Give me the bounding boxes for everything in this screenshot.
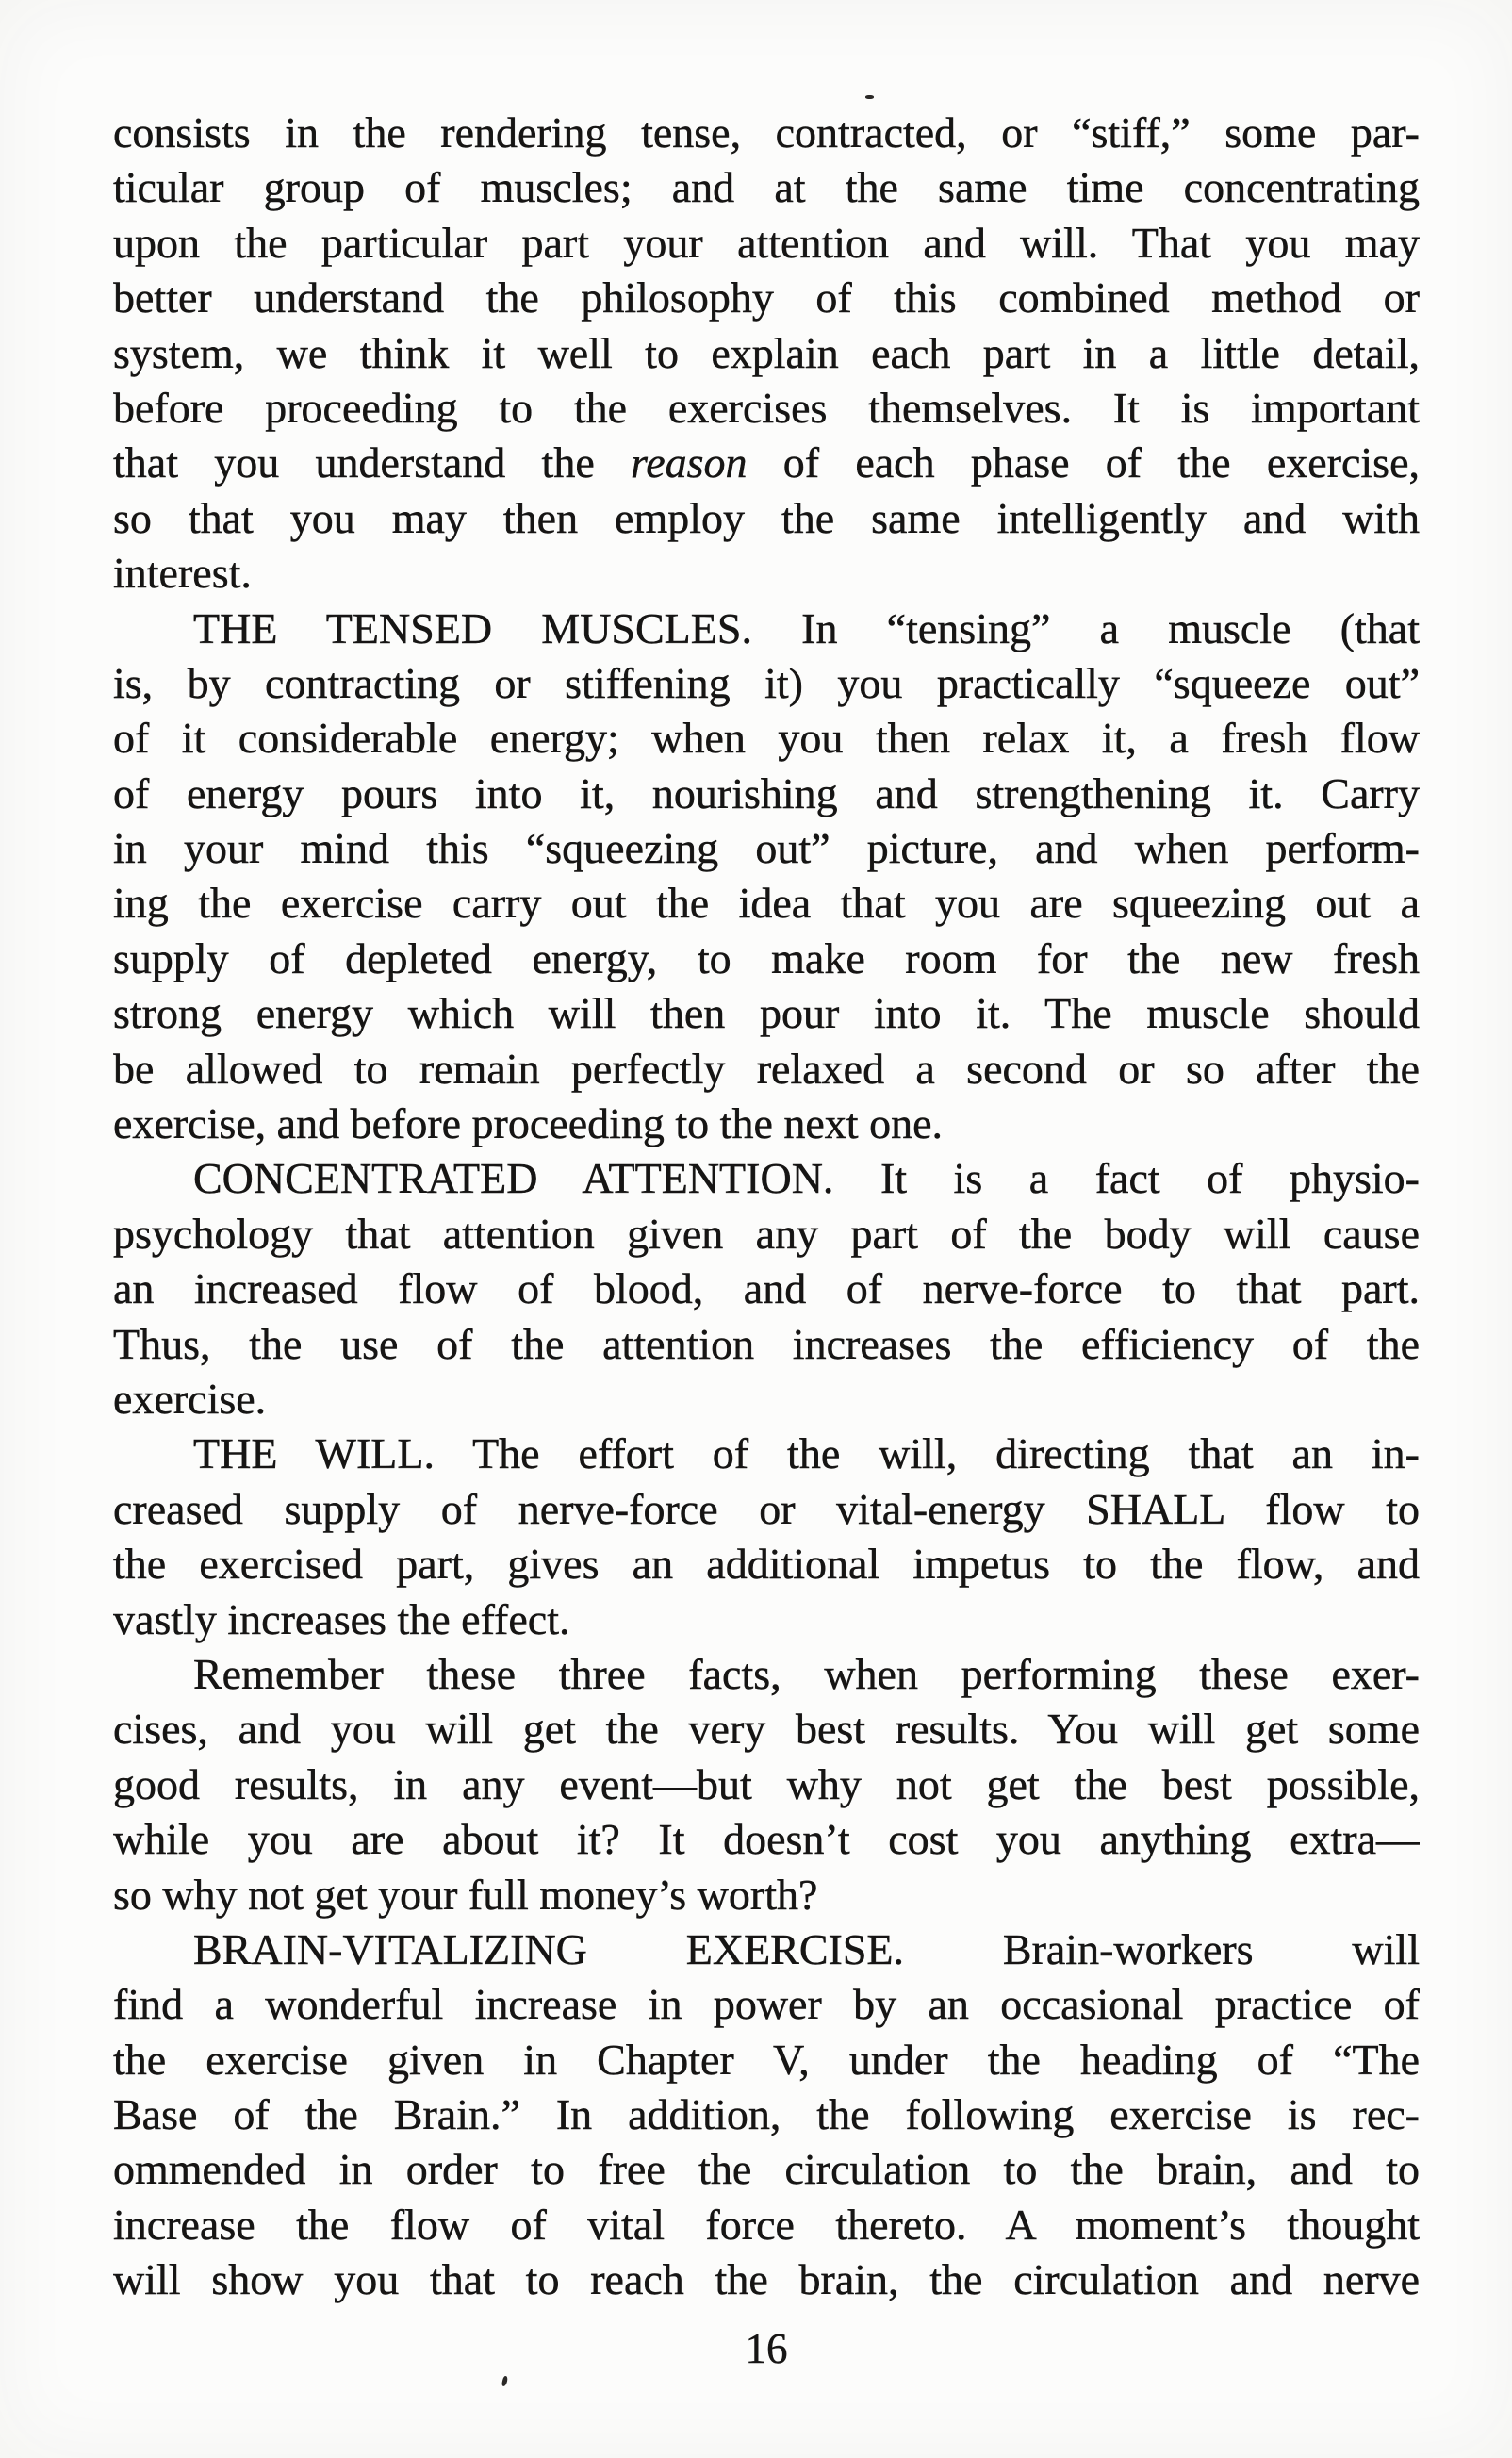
page-number: 16	[745, 2325, 788, 2372]
text-segment: strong energy which will then pour into it. The muscle should	[113, 989, 1420, 1038]
text-line	[113, 1207, 1420, 1262]
text-line	[113, 1812, 1420, 1867]
text-segment: the exercise given in Chapter V, under the heading of “The	[113, 2035, 1420, 2084]
text-segment: so why not get your full money’s worth?	[113, 1870, 818, 1919]
text-line	[113, 2252, 1420, 2307]
text-line	[113, 2087, 1420, 2142]
text-line	[113, 436, 1420, 490]
text-segment: of energy pours into it, nourishing and strengthening it. Carry	[113, 768, 1420, 817]
text-line	[113, 2198, 1420, 2252]
text-segment: the exercised part, gives an additional impetus to the flow, and	[113, 1540, 1420, 1589]
text-line	[113, 2142, 1420, 2197]
text-line	[113, 656, 1420, 711]
text-line	[113, 602, 1420, 656]
text-line	[113, 1647, 1420, 1702]
text-line	[113, 711, 1420, 766]
text-line	[113, 1372, 1420, 1427]
text-line	[113, 160, 1420, 215]
text-line	[113, 1317, 1420, 1372]
text-segment: of it considerable energy; when you then relax it, a fresh flow	[113, 714, 1420, 763]
text-segment: be allowed to remain perfectly relaxed a second or so after the	[113, 1044, 1420, 1093]
text-segment: better understand the philosophy of this combined method or	[113, 273, 1420, 322]
scan-artifact	[501, 2376, 508, 2387]
text-line	[113, 821, 1420, 876]
text-line	[113, 1868, 1420, 1922]
text-segment: an increased flow of blood, and of nerve-force to that part.	[113, 1264, 1420, 1313]
text-segment: of each phase of the exercise,	[747, 438, 1420, 487]
text-line	[113, 491, 1420, 546]
text-line	[113, 1151, 1420, 1206]
paragraph	[113, 602, 1420, 1152]
text-line	[113, 1482, 1420, 1537]
text-segment: CONCENTRATED ATTENTION. It is a fact of physio-	[193, 1154, 1420, 1203]
text-segment: THE WILL. The effort of the will, directing that an in-	[193, 1429, 1420, 1478]
text-line	[113, 546, 1420, 601]
text-line	[113, 2033, 1420, 2087]
text-segment: upon the particular part your attention and will. That you may	[113, 218, 1420, 267]
text-line	[113, 1042, 1420, 1097]
paragraph	[113, 1647, 1420, 1922]
text-line	[113, 106, 1420, 160]
scan-artifact	[865, 95, 874, 99]
text-segment: supply of depleted energy, to make room for the new fresh	[113, 933, 1420, 982]
text-line	[113, 1097, 1420, 1151]
text-segment: increase the flow of vital force thereto. A moment’s thought	[113, 2200, 1420, 2249]
text-segment: ommended in order to free the circulation to the brain, and to	[113, 2145, 1420, 2194]
text-line	[113, 1427, 1420, 1481]
text-line	[113, 1592, 1420, 1647]
text-segment: cises, and you will get the very best results. You will get some	[113, 1705, 1420, 1754]
text-line	[113, 381, 1420, 436]
text-segment: psychology that attention given any part of the body will cause	[113, 1209, 1420, 1258]
text-segment: good results, in any event—but why not get the best possible,	[113, 1759, 1420, 1808]
text-block	[113, 106, 1420, 2308]
text-segment: interest.	[113, 549, 252, 598]
text-line	[113, 986, 1420, 1041]
text-segment: find a wonderful increase in power by an occasional practice of	[113, 1980, 1420, 2029]
text-segment: before proceeding to the exercises themselves. It is important	[113, 383, 1420, 432]
italic-text: reason	[631, 438, 748, 487]
text-segment: ticular group of muscles; and at the same time concentrating	[113, 163, 1420, 212]
text-segment: system, we think it well to explain each part in a little detail,	[113, 328, 1420, 377]
text-line	[113, 1702, 1420, 1757]
paragraph	[113, 1151, 1420, 1427]
text-segment: is, by contracting or stiffening it) you practically “squeeze out”	[113, 658, 1420, 707]
text-line	[113, 216, 1420, 271]
text-segment: will show you that to reach the brain, the circulation and nerve	[113, 2255, 1420, 2304]
paragraph	[113, 1427, 1420, 1647]
text-segment: creased supply of nerve-force or vital-energy SHALL flow to	[113, 1484, 1420, 1533]
text-line	[113, 326, 1420, 381]
text-segment: consists in the rendering tense, contracted, or “stiff,” some par-	[113, 108, 1420, 157]
text-segment: BRAIN-VITALIZING EXERCISE. Brain-workers will	[193, 1924, 1420, 1973]
paragraph	[113, 106, 1420, 602]
text-line	[113, 767, 1420, 821]
text-segment: that you understand the	[113, 438, 631, 487]
text-segment: Base of the Brain.” In addition, the following exercise is rec-	[113, 2090, 1420, 2139]
text-line	[113, 932, 1420, 986]
text-segment: Remember these three facts, when performing these exer-	[193, 1649, 1420, 1698]
text-segment: so that you may then employ the same intelligently and with	[113, 493, 1420, 542]
text-segment: while you are about it? It doesn’t cost you anything extra—	[113, 1815, 1420, 1864]
paragraph	[113, 1922, 1420, 2308]
text-line	[113, 876, 1420, 931]
text-segment: in your mind this “squeezing out” picture, and when perform-	[113, 824, 1420, 873]
text-segment: exercise, and before proceeding to the next one.	[113, 1099, 943, 1148]
text-segment: ing the exercise carry out the idea that you are squeezing out a	[113, 879, 1420, 928]
text-segment: Thus, the use of the attention increases the efficiency of the	[113, 1319, 1420, 1368]
text-segment: vastly increases the effect.	[113, 1594, 570, 1643]
text-segment: exercise.	[113, 1374, 267, 1423]
text-line	[113, 1977, 1420, 2032]
text-line	[113, 1537, 1420, 1592]
text-line	[113, 1262, 1420, 1316]
text-line	[113, 1922, 1420, 1977]
text-segment: THE TENSED MUSCLES. In “tensing” a muscle (that	[193, 603, 1420, 652]
text-line	[113, 1757, 1420, 1812]
text-line	[113, 271, 1420, 325]
